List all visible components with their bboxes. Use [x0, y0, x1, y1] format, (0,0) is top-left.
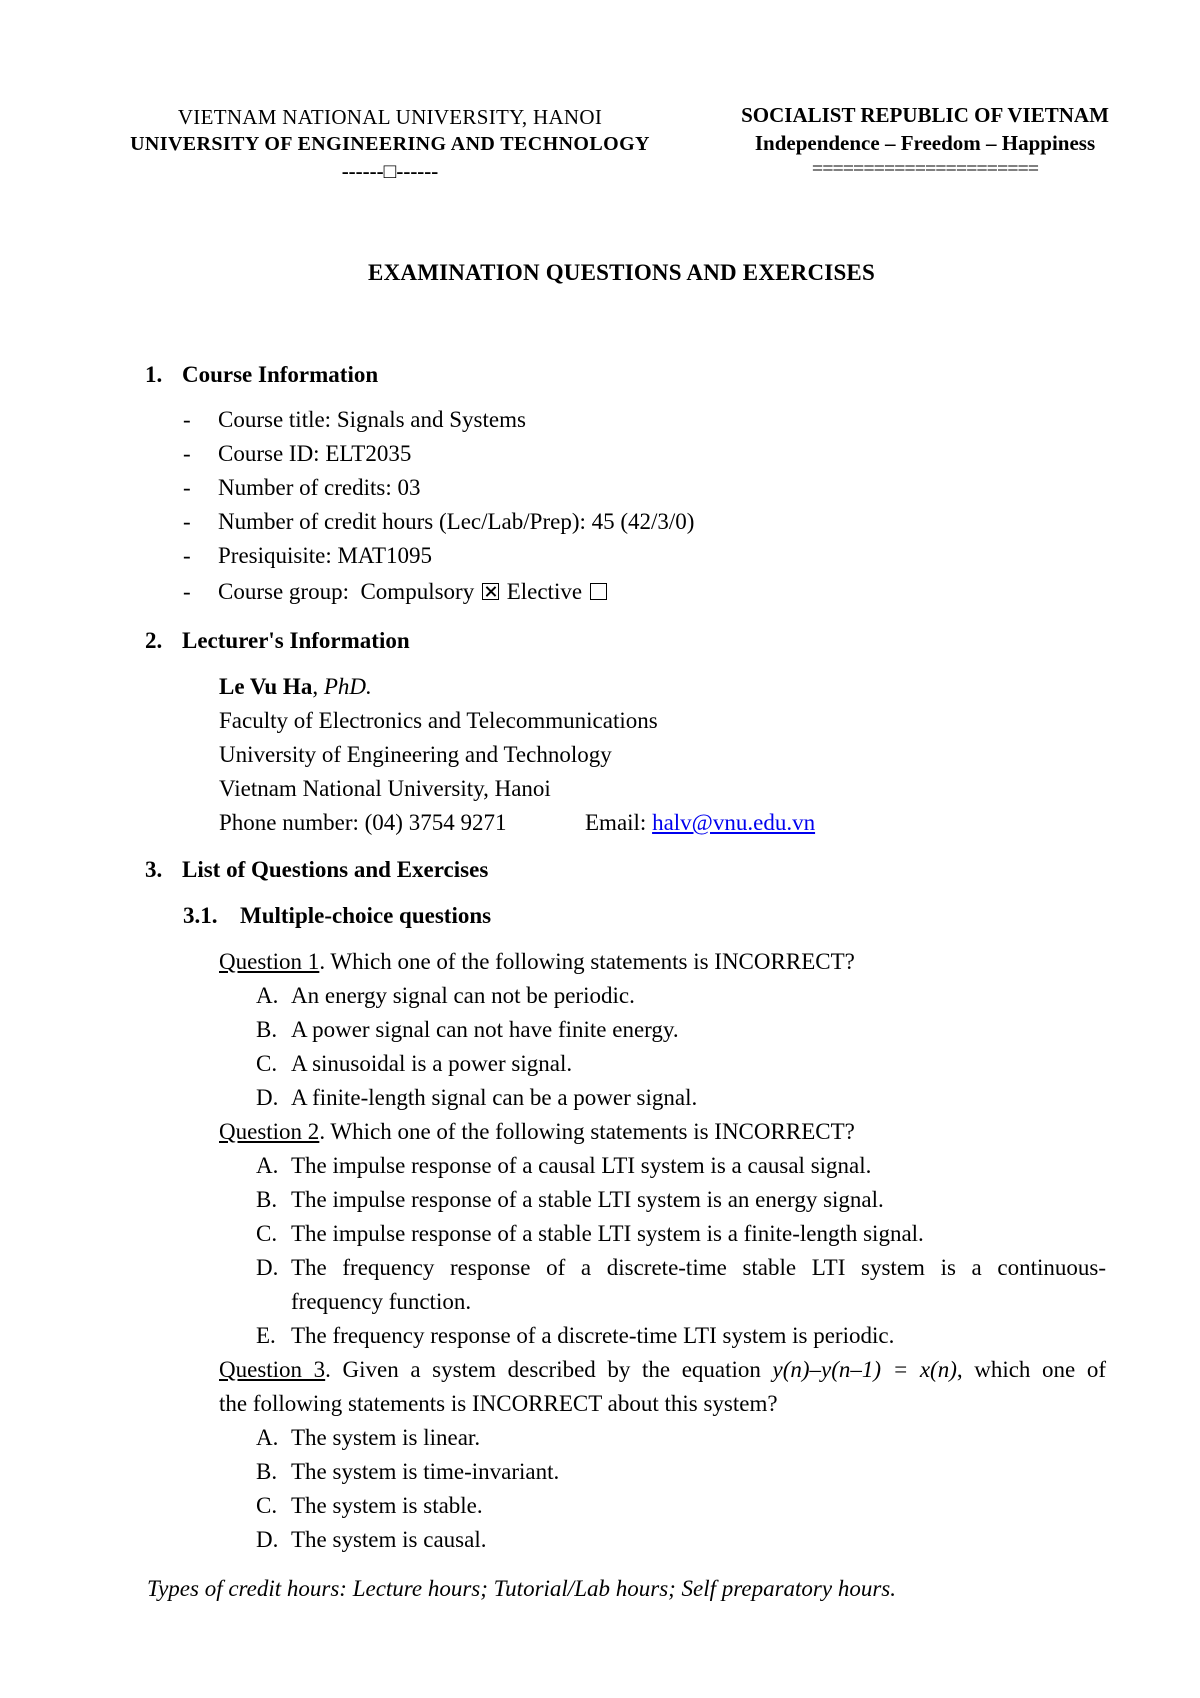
lecturer-phone: Phone number: (04) 3754 9271	[219, 810, 507, 835]
course-group-label: Course group:	[218, 579, 349, 604]
section-title: Course Information	[182, 362, 379, 387]
motto: Independence – Freedom – Happiness	[754, 131, 1096, 155]
section-title: Lecturer's Information	[182, 628, 410, 653]
university-header	[100, 104, 680, 185]
option: C. A sinusoidal is a power signal.	[256, 1051, 573, 1076]
option: B. A power signal can not have finite energy.	[256, 1017, 679, 1042]
document-title: EXAMINATION QUESTIONS AND EXERCISES	[368, 260, 875, 285]
option: A. The impulse response of a causal LTI system is a causal signal.	[256, 1153, 872, 1178]
compulsory-label: Compulsory	[360, 579, 475, 604]
question-1	[219, 947, 855, 977]
section-heading-questions	[145, 855, 488, 885]
list-item: - Course title: Signals and Systems	[183, 407, 526, 432]
option: D.	[256, 1255, 279, 1280]
header-divider: ------□------	[341, 159, 439, 183]
lecturer-name-line: Le Vu Ha, PhD.	[219, 674, 372, 699]
lecturer-university: University of Engineering and Technology	[219, 742, 612, 767]
section-title: List of Questions and Exercises	[182, 857, 489, 882]
list-item: - Number of credit hours (Lec/Lab/Prep): 45 (42/3/0)	[183, 509, 695, 534]
option: B. The impulse response of a stable LTI system is an energy signal.	[256, 1187, 884, 1212]
lecturer-degree: PhD.	[323, 674, 372, 699]
national-header	[700, 101, 1150, 181]
question-text: . Which one of the following statements is INCORRECT?	[319, 1119, 855, 1144]
course-title: Course title: Signals and Systems	[218, 407, 526, 432]
question-2	[219, 1117, 855, 1147]
option: D. The system is causal.	[256, 1527, 487, 1552]
republic-name: SOCIALIST REPUBLIC OF VIETNAM	[741, 103, 1109, 127]
option: A. An energy signal can not be periodic.	[256, 983, 635, 1008]
section-number: 3.	[145, 857, 163, 882]
elective-checkbox-icon	[590, 583, 607, 600]
list-item-course-group: - Course group: Compulsory Elective	[183, 577, 609, 607]
subsection-title: Multiple-choice questions	[240, 903, 492, 928]
option: E. The frequency response of a discrete-time LTI system is periodic.	[256, 1323, 895, 1348]
option: C. The impulse response of a stable LTI system is a finite-length signal.	[256, 1221, 924, 1246]
question-label: Question 1	[219, 949, 320, 974]
question-text: . Which one of the following statements is INCORRECT?	[319, 949, 855, 974]
subsection-heading	[183, 901, 491, 931]
credits: Number of credits: 03	[218, 475, 421, 500]
list-item: - Course ID: ELT2035	[183, 441, 412, 466]
question-3-line2: the following statements is INCORRECT about this system?	[219, 1391, 778, 1416]
question-label: Question 3	[219, 1357, 326, 1382]
question-label: Question 2	[219, 1119, 320, 1144]
email-link[interactable]: halv@vnu.edu.vn	[652, 810, 816, 835]
lecturer-name: Le Vu Ha	[219, 674, 313, 699]
lecturer-faculty: Faculty of Electronics and Telecommunications	[219, 708, 658, 733]
equation: y(n)–y(n–1) = x(n)	[772, 1357, 957, 1382]
section-number: 1.	[145, 362, 163, 387]
lecturer-vnu: Vietnam National University, Hanoi	[219, 776, 551, 801]
header-rule: ======================	[811, 158, 1039, 180]
uet-name: UNIVERSITY OF ENGINEERING AND TECHNOLOGY	[130, 133, 650, 155]
vnu-name: VIETNAM NATIONAL UNIVERSITY, HANOI	[177, 105, 603, 129]
option-text-continued: frequency function.	[291, 1289, 472, 1314]
section-heading-course-info	[145, 360, 378, 390]
footnote: Types of credit hours: Lecture hours; Tutorial/Lab hours; Self preparatory hours.	[147, 1576, 896, 1601]
compulsory-checkbox-icon	[482, 583, 499, 600]
email-label: Email:	[585, 810, 647, 835]
subsection-number: 3.1.	[183, 903, 218, 928]
section-heading-lecturer	[145, 626, 410, 656]
credit-hours: Number of credit hours (Lec/Lab/Prep): 45 (42/3/0)	[218, 509, 695, 534]
option: B. The system is time-invariant.	[256, 1459, 560, 1484]
option: A. The system is linear.	[256, 1425, 481, 1450]
list-item: - Presiquisite: MAT1095	[183, 543, 433, 568]
email-line	[585, 808, 815, 838]
prerequisite: Presiquisite: MAT1095	[218, 543, 433, 568]
option: D. A finite-length signal can be a power signal.	[256, 1085, 698, 1110]
section-number: 2.	[145, 628, 163, 653]
question-3: Question 3. Given a system described by the equation y(n)–y(n–1) = x(n), which one of	[219, 1357, 1107, 1382]
course-id: Course ID: ELT2035	[218, 441, 412, 466]
option-text: The frequency response of a discrete-time stable LTI system is a continuous-	[291, 1255, 1106, 1280]
list-item: - Number of credits: 03	[183, 475, 421, 500]
option: C. The system is stable.	[256, 1493, 483, 1518]
elective-label: Elective	[506, 579, 583, 604]
